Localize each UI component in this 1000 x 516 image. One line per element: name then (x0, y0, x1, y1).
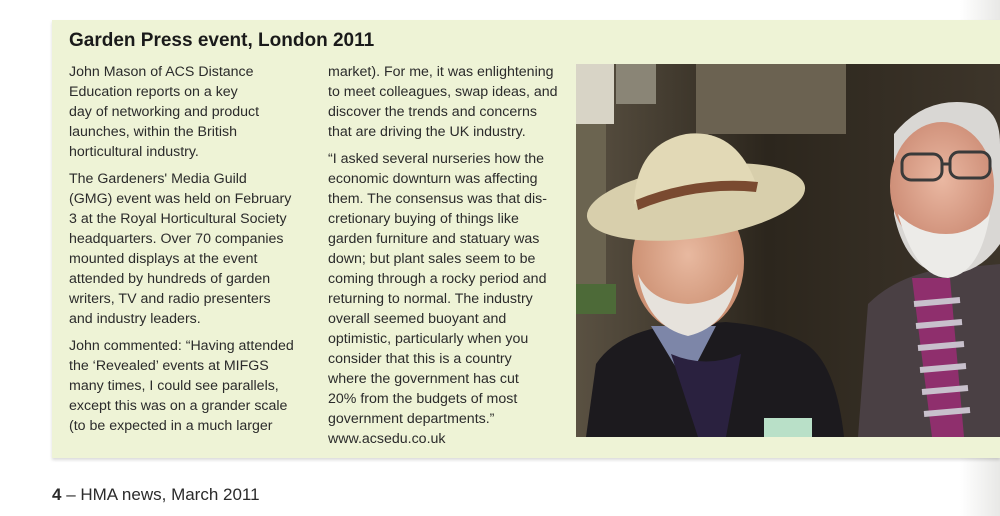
article-column-1 (69, 62, 314, 443)
paragraph-intro (69, 62, 314, 162)
text-line: returning to normal. The industry (328, 291, 533, 307)
text-line: optimistic, particularly when you (328, 331, 529, 347)
text-line: day of networking and product (69, 104, 260, 120)
page-footer (52, 485, 260, 505)
page-number: 4 (52, 485, 62, 504)
text-line: Education reports on a key (69, 84, 238, 100)
text-line: attended by hundreds of garden (69, 271, 271, 287)
text-line: horticultural industry. (69, 144, 199, 160)
text-line: except this was on a grander scale (69, 398, 288, 414)
text-line: cretionary buying of things like (328, 211, 519, 227)
website-url: www.acsedu.co.uk (328, 431, 446, 447)
text-line: (to be expected in a much larger (69, 418, 273, 434)
photo-two-men-illustration (576, 64, 1000, 437)
text-line: and industry leaders. (69, 311, 201, 327)
article-column-2 (328, 62, 568, 456)
text-line: the ‘Revealed’ events at MIFGS (69, 358, 269, 374)
text-line: where the government has cut (328, 371, 519, 387)
text-line: market). For me, it was enlightening (328, 64, 554, 80)
text-line: “I asked several nurseries how the (328, 151, 545, 167)
text-line: consider that this is a country (328, 351, 512, 367)
text-line: The Gardeners' Media Guild (69, 171, 247, 187)
article-title: Garden Press event, London 2011 (69, 30, 375, 51)
text-line: government departments.” (328, 411, 495, 427)
text-line: John Mason of ACS Distance (69, 64, 254, 80)
paragraph-event (69, 169, 314, 329)
text-line: coming through a rocky period and (328, 271, 547, 287)
text-line: them. The consensus was that dis- (328, 191, 547, 207)
paragraph-quote-start (69, 336, 314, 436)
text-line: many times, I could see parallels, (69, 378, 279, 394)
text-line: John commented: “Having attended (69, 338, 294, 354)
text-line: garden furniture and statuary was (328, 231, 540, 247)
article-photo (576, 64, 1000, 437)
publication-info: – HMA news, March 2011 (61, 485, 260, 504)
text-line: (GMG) event was held on February (69, 191, 292, 207)
text-line: overall seemed buoyant and (328, 311, 507, 327)
text-line: launches, within the British (69, 124, 237, 140)
text-line: to meet colleagues, swap ideas, and (328, 84, 558, 100)
paragraph-quote-continued (328, 62, 568, 142)
text-line: headquarters. Over 70 companies (69, 231, 284, 247)
text-line: mounted displays at the event (69, 251, 258, 267)
text-line: that are driving the UK industry. (328, 124, 526, 140)
paragraph-nurseries (328, 149, 568, 449)
text-line: economic downturn was affecting (328, 171, 538, 187)
text-line: down; but plant sales seem to be (328, 251, 536, 267)
text-line: 20% from the budgets of most (328, 391, 518, 407)
text-line: 3 at the Royal Horticultural Society (69, 211, 287, 227)
text-line: writers, TV and radio presenters (69, 291, 271, 307)
text-line: discover the trends and concerns (328, 104, 537, 120)
